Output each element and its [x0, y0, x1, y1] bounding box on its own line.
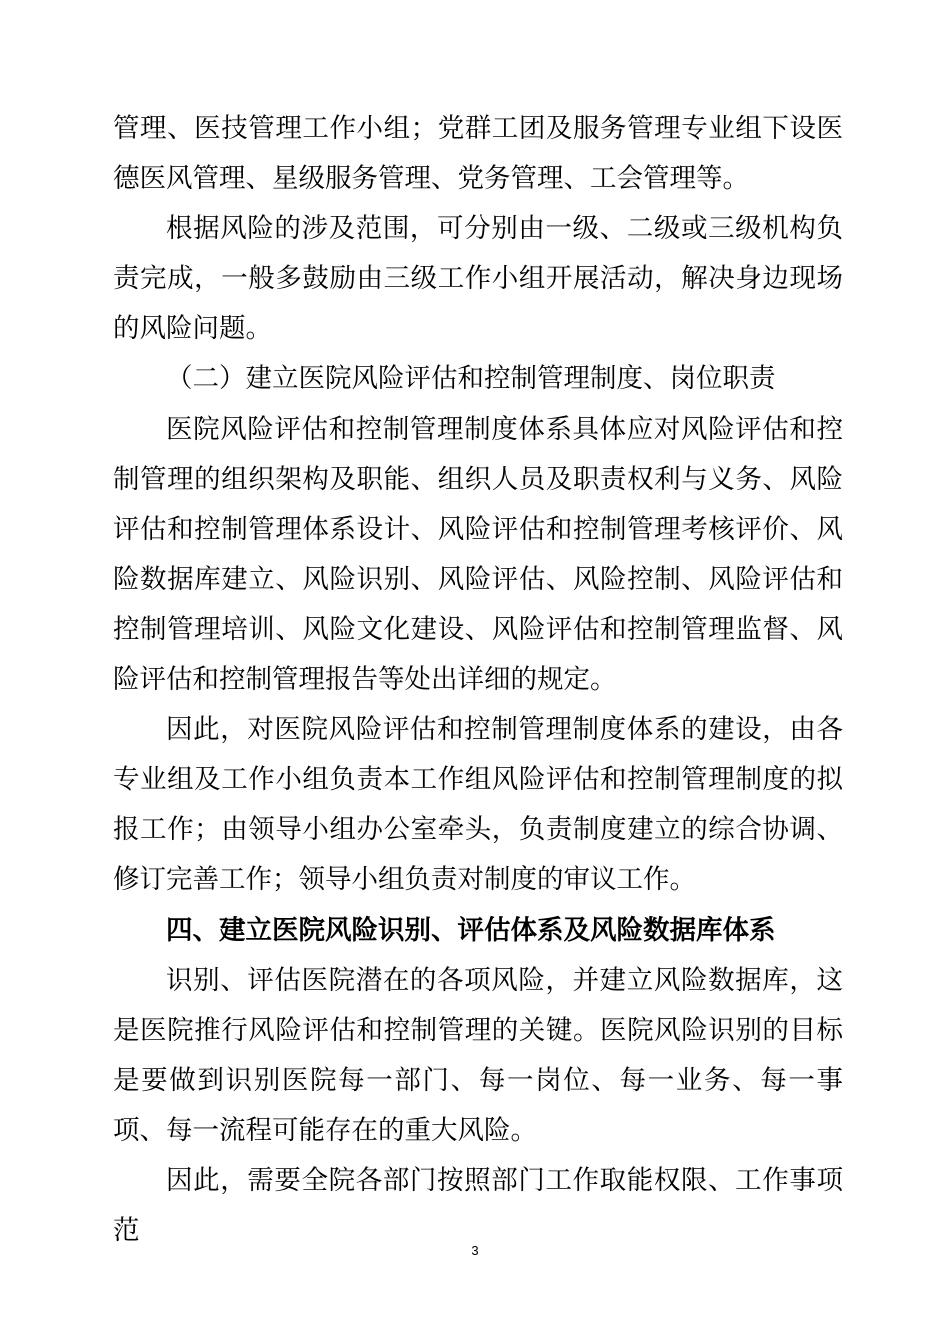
paragraph-system: 医院风险评估和控制管理制度体系具体应对风险评估和控制管理的组织架构及职能、组织人员及职责权利与义务、风险评估和控制管理体系设计、风险评估和控制管理考核评价、风险数据库建立、风险识别、风险评估、风险控制、风险评估和控制管理培训、风险文化建设、风险评估和控制管理监督、风险评估和控制管理报告等处出详细的规定。 — [113, 413, 843, 696]
paragraph-construction: 因此，对医院风险评估和控制管理制度体系的建设，由各专业组及工作小组负责本工作组风险评估和控制管理制度的拟报工作；由领导小组办公室牵头，负责制度建立的综合协调、修订完善工作；领导小组负责对制度的审议工作。 — [113, 714, 843, 896]
paragraph-scope: 根据风险的涉及范围，可分别由一级、二级或三级机构负责完成，一般多鼓励由三级工作小组开展活动，解决身边现场的风险问题。 — [113, 213, 843, 345]
paragraph-departments: 因此，需要全院各部门按照部门工作取能权限、工作事项范 — [113, 1164, 843, 1247]
paragraph-continuation: 管理、医技管理工作小组；党群工团及服务管理专业组下设医德医风管理、星级服务管理、党务管理、工会管理等。 — [113, 113, 843, 195]
document-body — [113, 104, 843, 1256]
page-number: 3 — [471, 1243, 479, 1258]
paragraph-identification: 识别、评估医院潜在的各项风险，并建立风险数据库，这是医院推行风险评估和控制管理的关键。医院风险识别的目标是要做到识别医院每一部门、每一岗位、每一业务、每一事项、每一流程可能存在的重大风险。 — [113, 964, 843, 1146]
section-heading: 四、建立医院风险识别、评估体系及风险数据库体系 — [166, 914, 776, 946]
subsection-heading: （二）建立医院风险评估和控制管理制度、岗位职责 — [166, 363, 776, 395]
